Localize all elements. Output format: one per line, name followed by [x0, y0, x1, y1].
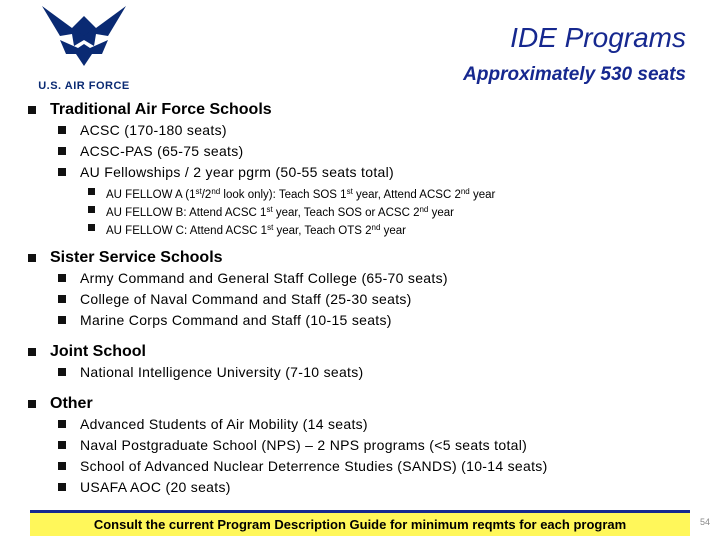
section-heading-text: Other [50, 395, 93, 412]
list-item [58, 435, 708, 456]
section-heading-text: Joint School [50, 343, 146, 360]
fellow-a-text: AU FELLOW A (1st/2nd look only): Teach SOS 1st year, Attend ACSC 2nd year [106, 187, 496, 201]
air-force-wings-icon [42, 6, 126, 76]
fellow-c-text: AU FELLOW C: Attend ACSC 1st year, Teach OTS 2nd year [106, 223, 407, 237]
section-heading-text: Sister Service Schools [50, 249, 223, 266]
square-bullet-icon [88, 188, 95, 195]
square-bullet-icon [58, 368, 66, 376]
list-item-text: USAFA AOC (20 seats) [80, 479, 231, 495]
section-traditional [28, 99, 708, 237]
list-item-text: School of Advanced Nuclear Deterrence Studies (SANDS) (10-14 seats) [80, 458, 548, 474]
list-item [58, 414, 708, 435]
page-subtitle: Approximately 530 seats [463, 64, 686, 85]
list-item-text: National Intelligence University (7-10 seats) [80, 364, 364, 380]
list-item [58, 362, 708, 383]
square-bullet-icon [58, 168, 66, 176]
list-item-text: Naval Postgraduate School (NPS) – 2 NPS programs (<5 seats total) [80, 437, 528, 453]
logo-text: U.S. AIR FORCE [38, 80, 130, 92]
page-number: 54 [699, 517, 710, 527]
list-item-text: College of Naval Command and Staff (25-30 seats) [80, 291, 412, 307]
section-other [28, 393, 708, 498]
square-bullet-icon [88, 224, 95, 231]
fellow-b-text: AU FELLOW B: Attend ACSC 1st year, Teach SOS or ACSC 2nd year [106, 205, 454, 219]
list-item [58, 456, 708, 477]
list-item [58, 162, 708, 183]
list-item [58, 310, 708, 331]
list-item-text: ACSC-PAS (65-75 seats) [80, 143, 244, 159]
list-item-text: Advanced Students of Air Mobility (14 seats) [80, 416, 368, 432]
section-heading [28, 247, 708, 268]
list-item-text: ACSC (170-180 seats) [80, 122, 227, 138]
list-item-text: Marine Corps Command and Staff (10-15 seats) [80, 312, 392, 328]
section-joint [28, 341, 708, 383]
air-force-logo [28, 6, 140, 92]
sub-list-item [88, 201, 708, 219]
list-item [58, 268, 708, 289]
page-title: IDE Programs [510, 22, 686, 53]
section-heading [28, 99, 708, 120]
square-bullet-icon [58, 126, 66, 134]
sub-list-item [88, 219, 708, 237]
square-bullet-icon [58, 295, 66, 303]
list-item [58, 477, 708, 498]
square-bullet-icon [58, 462, 66, 470]
section-heading [28, 393, 708, 414]
square-bullet-icon [28, 106, 36, 114]
square-bullet-icon [58, 147, 66, 155]
section-heading-text: Traditional Air Force Schools [50, 101, 272, 118]
list-item [58, 120, 708, 141]
square-bullet-icon [58, 274, 66, 282]
section-sister [28, 247, 708, 331]
square-bullet-icon [28, 400, 36, 408]
square-bullet-icon [58, 483, 66, 491]
square-bullet-icon [58, 316, 66, 324]
section-heading [28, 341, 708, 362]
list-item [58, 141, 708, 162]
footer-note: Consult the current Program Description Guide for minimum reqmts for each program [30, 513, 690, 536]
list-item-text: Army Command and General Staff College (65-70 seats) [80, 270, 448, 286]
list-item-text: AU Fellowships / 2 year pgrm (50-55 seats total) [80, 164, 394, 180]
square-bullet-icon [58, 420, 66, 428]
square-bullet-icon [88, 206, 95, 213]
sub-list-item [88, 183, 708, 201]
list-item [58, 289, 708, 310]
square-bullet-icon [28, 254, 36, 262]
square-bullet-icon [28, 348, 36, 356]
square-bullet-icon [58, 441, 66, 449]
slide-content [28, 99, 708, 508]
